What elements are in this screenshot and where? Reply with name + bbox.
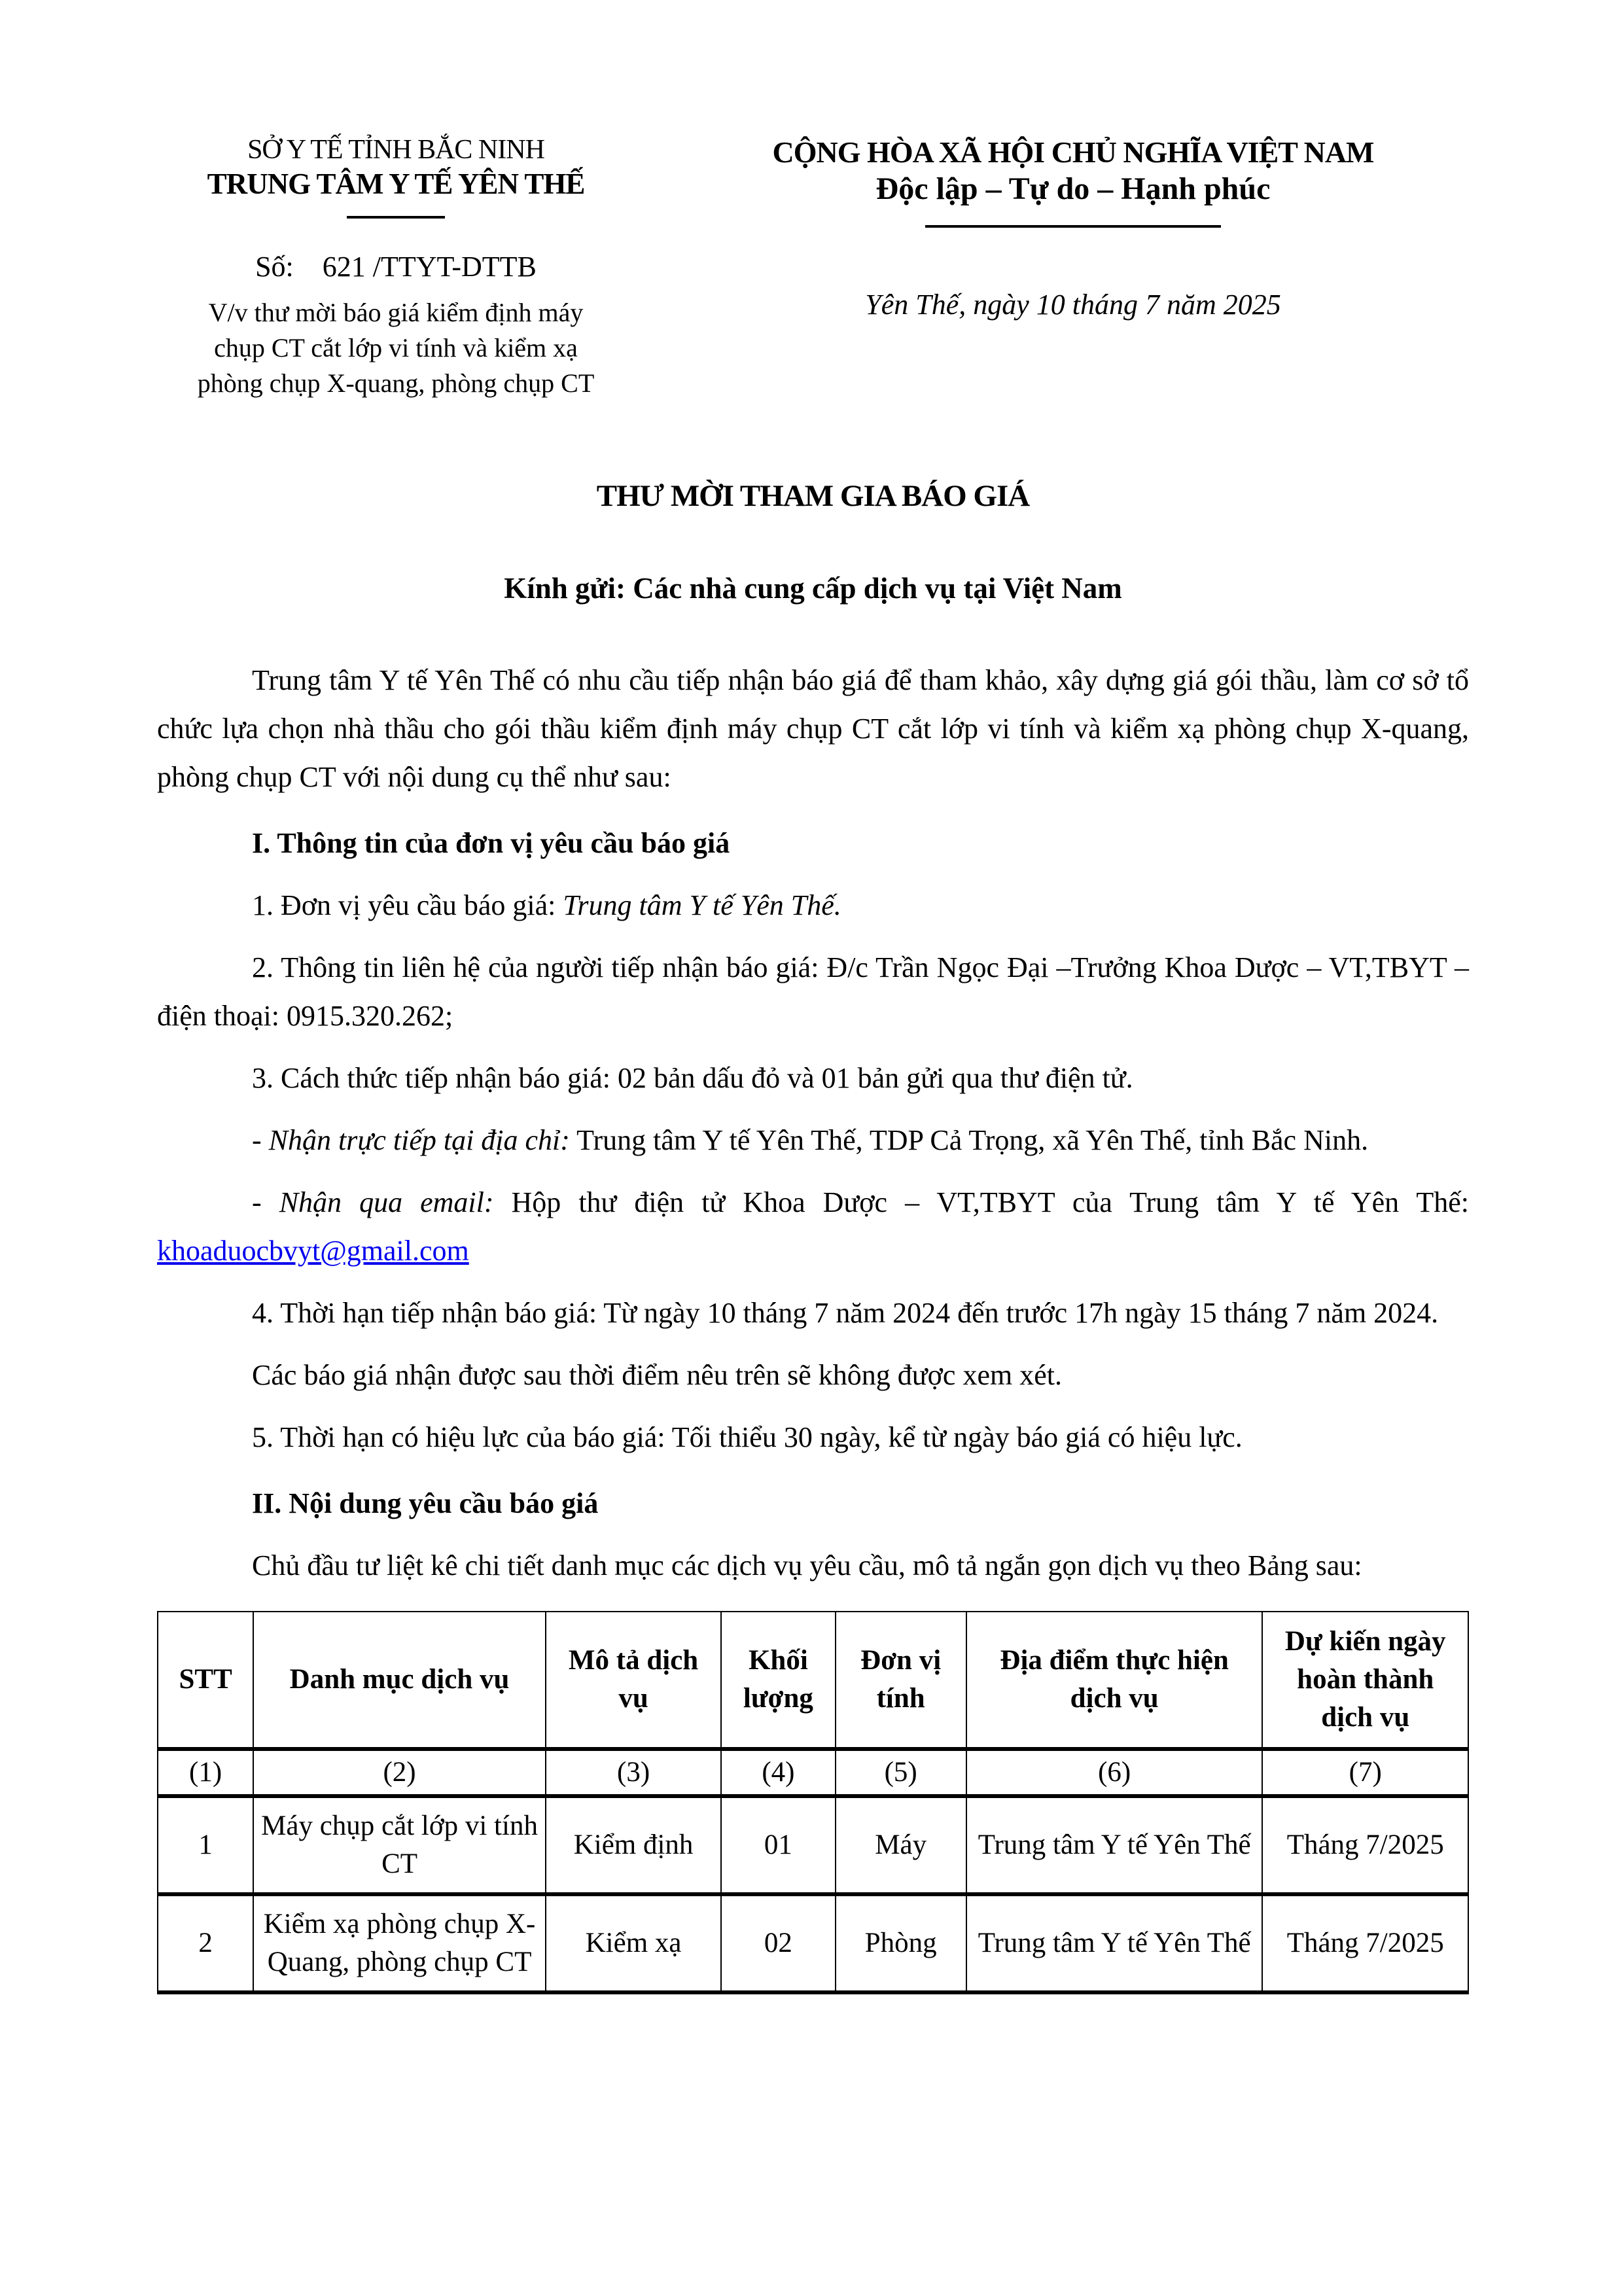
paragraph [157, 944, 1469, 1040]
national-motto: Độc lập – Tự do – Hạnh phúc [875, 171, 1271, 207]
text-segment: - [252, 1186, 279, 1218]
document-header [157, 134, 1469, 401]
text-segment: Nhận qua email: [279, 1186, 494, 1218]
table-header-cell: Khối lượng [721, 1612, 835, 1749]
section-heading [157, 819, 1469, 868]
table-cell: Kiểm định [546, 1796, 721, 1894]
table-cell: 1 [158, 1796, 253, 1894]
section-heading [157, 1479, 1469, 1528]
text-segment: 5. Thời hạn có hiệu lực của báo giá: Tối thiểu 30 ngày, kể từ ngày báo giá có hiệu lực. [252, 1421, 1243, 1453]
table-cell: Tháng 7/2025 [1262, 1894, 1468, 1992]
table-header-cell: Mô tả dịch vụ [546, 1612, 721, 1749]
table-cell: Phòng [836, 1894, 966, 1992]
text-segment: 3. Cách thức tiếp nhận báo giá: 02 bản dấu đỏ và 01 bản gửi qua thư điện tử. [252, 1061, 1133, 1094]
table-header-row [158, 1612, 1468, 1749]
text-segment: Các báo giá nhận được sau thời điểm nêu trên sẽ không được xem xét. [252, 1358, 1062, 1391]
table-cell: Kiểm xạ phòng chụp X-Quang, phòng chụp CT [253, 1894, 546, 1992]
header-right-rule [925, 225, 1221, 228]
table-cell: Trung tâm Y tế Yên Thế [966, 1894, 1263, 1992]
paragraph [157, 1054, 1469, 1103]
services-table-head [158, 1612, 1468, 1749]
table-header-cell: Địa điểm thực hiện dịch vụ [966, 1612, 1263, 1749]
text-segment: Nhận trực tiếp tại địa chỉ: [268, 1123, 570, 1156]
place-date-line: Yên Thế, ngày 10 tháng 7 năm 2025 [865, 288, 1281, 321]
issuing-org-block [157, 134, 635, 401]
column-number-cell: (3) [546, 1749, 721, 1796]
table-row [158, 1796, 1468, 1894]
text-segment: II. Nội dung yêu cầu báo giá [252, 1487, 599, 1519]
national-motto-block [677, 134, 1469, 321]
table-header-cell: Danh mục dịch vụ [253, 1612, 546, 1749]
table-cell: Trung tâm Y tế Yên Thế [966, 1796, 1263, 1894]
table-header-cell: Đơn vị tính [836, 1612, 966, 1749]
text-segment: 4. Thời hạn tiếp nhận báo giá: Từ ngày 10 tháng 7 năm 2024 đến trước 17h ngày 15 tháng 7 năm 2024. [252, 1296, 1439, 1329]
column-number-cell: (1) [158, 1749, 253, 1796]
document-title: THƯ MỜI THAM GIA BÁO GIÁ [596, 478, 1030, 513]
national-name: CỘNG HÒA XÃ HỘI CHỦ NGHĨA VIỆT NAM [772, 135, 1374, 169]
paragraph [157, 1116, 1469, 1165]
text-segment: Chủ đầu tư liệt kê chi tiết danh mục các dịch vụ yêu cầu, mô tả ngắn gọn dịch vụ theo Bảng sau: [252, 1549, 1362, 1581]
services-table-body [158, 1749, 1468, 1992]
header-left-rule [347, 216, 445, 219]
email-link[interactable]: khoaduocbvyt@gmail.com [157, 1234, 469, 1267]
table-cell: Tháng 7/2025 [1262, 1796, 1468, 1894]
text-segment: Trung tâm Y tế Yên Thế. [563, 889, 841, 921]
document-body [157, 656, 1469, 1590]
text-segment: - [252, 1123, 269, 1156]
column-number-cell: (4) [721, 1749, 835, 1796]
text-segment: I. Thông tin của đơn vị yêu cầu báo giá [252, 826, 730, 859]
column-number-cell: (7) [1262, 1749, 1468, 1796]
column-number-row [158, 1749, 1468, 1796]
paragraph [157, 1542, 1469, 1590]
table-cell: 2 [158, 1894, 253, 1992]
table-cell: 02 [721, 1894, 835, 1992]
text-segment: Hộp thư điện tử Khoa Dược – VT,TBYT của Trung tâm Y tế Yên Thế: [493, 1186, 1469, 1218]
paragraph [157, 1178, 1469, 1275]
salutation-line: Kính gửi: Các nhà cung cấp dịch vụ tại Việt Nam [504, 571, 1122, 605]
column-number-cell: (6) [966, 1749, 1263, 1796]
table-cell: Kiểm xạ [546, 1894, 721, 1992]
text-segment: Trung tâm Y tế Yên Thế có nhu cầu tiếp nhận báo giá để tham khảo, xây dựng giá gói thầu, làm cơ sở tổ chức lựa chọn nhà thầu cho gói thầu kiểm định máy chụp CT cắt lớp vi tính và kiểm xạ phòng chụp X-quang, phòng chụp CT với nội dung cụ thể như sau: [157, 663, 1469, 793]
table-row [158, 1894, 1468, 1992]
column-number-cell: (2) [253, 1749, 546, 1796]
text-segment: 2. Thông tin liên hệ của người tiếp nhận báo giá: Đ/c Trần Ngọc Đại –Trưởng Khoa Dược – VT,TBYT – điện thoại: 0915.320.262; [157, 951, 1469, 1032]
text-segment: 1. Đơn vị yêu cầu báo giá: [252, 889, 563, 921]
table-header-cell: STT [158, 1612, 253, 1749]
table-cell: 01 [721, 1796, 835, 1894]
text-segment: Trung tâm Y tế Yên Thế, TDP Cả Trọng, xã Yên Thế, tỉnh Bắc Ninh. [569, 1123, 1369, 1156]
org-name: TRUNG TÂM Y TẾ YÊN THẾ [207, 167, 585, 200]
paragraph [157, 1289, 1469, 1337]
paragraph [157, 1351, 1469, 1400]
doc-subject: V/v thư mời báo giá kiểm định máy chụp CT cắt lớp vi tính và kiểm xạ phòng chụp X-quang, phòng chụp CT [197, 297, 595, 398]
paragraph [157, 656, 1469, 802]
column-number-cell: (5) [836, 1749, 966, 1796]
paragraph [157, 881, 1469, 930]
services-table [157, 1611, 1469, 1994]
paragraph [157, 1413, 1469, 1462]
table-cell: Máy chụp cắt lớp vi tính CT [253, 1796, 546, 1894]
table-header-cell: Dự kiến ngày hoàn thành dịch vụ [1262, 1612, 1468, 1749]
table-cell: Máy [836, 1796, 966, 1894]
parent-org-name: SỞ Y TẾ TỈNH BẮC NINH [247, 135, 544, 165]
doc-number: Số: 621 /TTYT-DTTB [255, 250, 537, 283]
